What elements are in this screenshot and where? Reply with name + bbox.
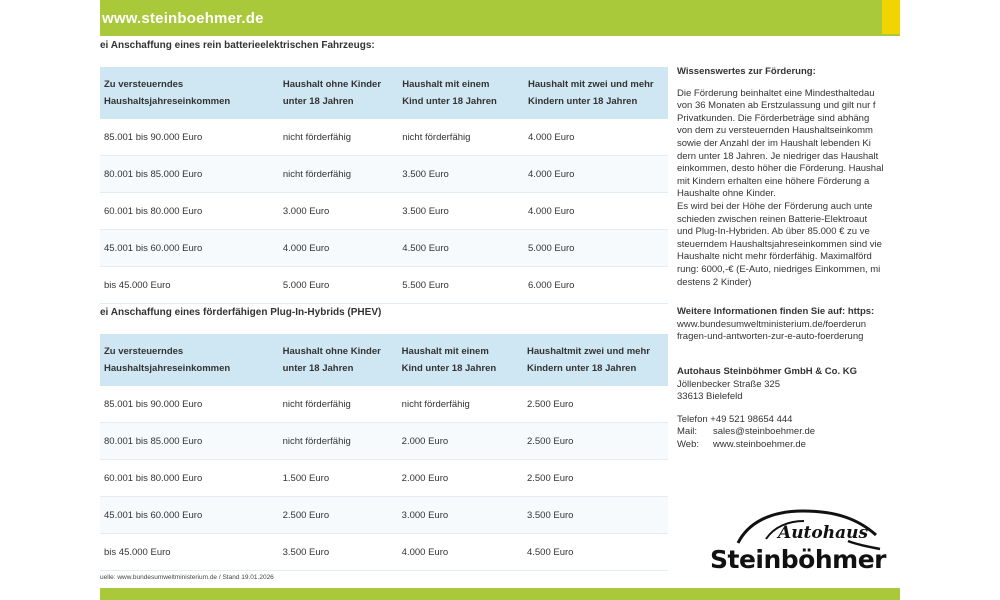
table1-title: ei Anschaffung eines rein batterieelektrischen Fahrzeugs:	[100, 40, 375, 51]
company-phone[interactable]: Telefon +49 521 98654 444	[677, 413, 793, 425]
company-block	[677, 366, 900, 452]
more-info-link[interactable]: fragen-und-antworten-zur-e-auto-foerderung	[677, 331, 864, 343]
table-row	[100, 267, 668, 304]
table2-title: ei Anschaffung eines förderfähigen Plug-In-Hybrids (PHEV)	[100, 307, 382, 318]
table-cell: 2.500 Euro	[523, 423, 668, 460]
table-cell: 45.001 bis 60.000 Euro	[100, 497, 279, 534]
table-cell: 4.000 Euro	[524, 193, 668, 230]
table-cell: 60.001 bis 80.000 Euro	[100, 193, 279, 230]
header-no-children: Haushalt ohne Kinder unter 18 Jahren	[279, 67, 398, 119]
table-cell: 3.000 Euro	[398, 497, 523, 534]
table-cell: nicht förderfähig	[398, 386, 523, 423]
table-cell: 80.001 bis 85.000 Euro	[100, 156, 279, 193]
header-income: Zu versteuerndes Haushaltsjahreseinkommen	[100, 67, 279, 119]
header-one-child: Haushalt mit einem Kind unter 18 Jahren	[398, 67, 524, 119]
info-line: Es wird bei der Höhe der Förderung auch unte	[677, 200, 873, 212]
table-cell: 2.500 Euro	[523, 386, 668, 423]
table-cell: 5.500 Euro	[398, 267, 524, 304]
table-cell: 4.000 Euro	[524, 156, 668, 193]
table-cell: 2.000 Euro	[398, 423, 523, 460]
table-cell: nicht förderfähig	[279, 423, 398, 460]
table-row	[100, 423, 668, 460]
info-line: dern unter 18 Jahren. Je niedriger das Haushalt	[677, 150, 879, 162]
table-row	[100, 193, 668, 230]
table-cell: bis 45.000 Euro	[100, 267, 279, 304]
info-line: Privatkunden. Die Förderbeträge sind abhäng	[677, 112, 870, 124]
info-line: von 36 Monaten ab Erstzulassung und gilt nur f	[677, 100, 876, 112]
table-row	[100, 534, 668, 571]
web-label: Web:	[677, 438, 700, 450]
info-line: Haushalte nicht mehr förderfähig. Maximalförd	[677, 251, 872, 263]
table-header-row	[100, 334, 668, 386]
info-heading: Wissenswertes zur Förderung:	[677, 66, 816, 77]
info-line: rung: 6000,-€ (E-Auto, niedriges Einkommen, mi	[677, 263, 881, 275]
table-cell: 2.500 Euro	[279, 497, 398, 534]
table-cell: 4.000 Euro	[279, 230, 398, 267]
info-line: einkommen, desto höher die Förderung. Haushal	[677, 163, 884, 175]
table-cell: nicht förderfähig	[279, 386, 398, 423]
table-cell: bis 45.000 Euro	[100, 534, 279, 571]
header-url[interactable]: www.steinboehmer.de	[102, 10, 264, 27]
header-no-children: Haushalt ohne Kinder unter 18 Jahren	[279, 334, 398, 386]
table-row	[100, 386, 668, 423]
table-cell: 1.500 Euro	[279, 460, 398, 497]
table-cell: 5.000 Euro	[524, 230, 668, 267]
company-mail-row	[677, 426, 900, 439]
info-line: und Plug-In-Hybriden. Ab über 85.000 € zu ve	[677, 226, 870, 238]
more-info-link[interactable]: www.bundesumweltministerium.de/foerderun	[677, 318, 867, 330]
footer-bar	[100, 588, 900, 600]
header-income: Zu versteuerndes Haushaltsjahreseinkommen	[100, 334, 279, 386]
table-row	[100, 156, 668, 193]
header-bar	[100, 0, 900, 36]
table-row	[100, 230, 668, 267]
company-logo	[708, 505, 888, 585]
company-street: Jöllenbecker Straße 325	[677, 378, 780, 390]
info-line: schieden zwischen reinen Batterie-Elektroaut	[677, 213, 868, 225]
table-row	[100, 497, 668, 534]
table-row	[100, 460, 668, 497]
table-header-row	[100, 67, 668, 119]
header-two-children: Haushaltmit zwei und mehr Kindern unter 18 Jahren	[523, 334, 668, 386]
company-city: 33613 Bielefeld	[677, 391, 743, 403]
info-line: sowie der Anzahl der im Haushalt lebenden Ki	[677, 137, 871, 149]
company-web-row	[677, 439, 900, 452]
table-cell: 3.500 Euro	[279, 534, 398, 571]
table-cell: 60.001 bis 80.000 Euro	[100, 460, 279, 497]
info-line: mit Kindern erhalten eine höhere Förderung a	[677, 175, 870, 187]
info-panel	[677, 66, 900, 289]
info-line: Die Förderung beinhaltet eine Mindesthaltedau	[677, 87, 875, 99]
table-cell: 6.000 Euro	[524, 267, 668, 304]
info-line: destens 2 Kinder)	[677, 276, 752, 288]
mail-link[interactable]: sales@steinboehmer.de	[713, 426, 816, 438]
source-note: uelle: www.bundesumweltministerium.de / Stand 19.01.2026	[100, 574, 274, 581]
table-cell: 2.500 Euro	[523, 460, 668, 497]
company-name: Autohaus Steinböhmer GmbH & Co. KG	[677, 366, 857, 377]
header-two-children: Haushalt mit zwei und mehr Kindern unter 18 Jahren	[524, 67, 668, 119]
table-cell: 2.000 Euro	[398, 460, 523, 497]
table-cell: nicht förderfähig	[398, 119, 524, 156]
table-cell: 5.000 Euro	[279, 267, 398, 304]
web-link[interactable]: www.steinboehmer.de	[713, 438, 806, 450]
header-one-child: Haushalt mit einem Kind unter 18 Jahren	[398, 334, 523, 386]
table-bev	[100, 67, 668, 304]
table-cell: 3.500 Euro	[523, 497, 668, 534]
table-cell: 85.001 bis 90.000 Euro	[100, 119, 279, 156]
info-line: steuerndem Haushaltsjahreseinkommen sind vie	[677, 238, 882, 250]
table-cell: 3.000 Euro	[279, 193, 398, 230]
table-cell: nicht förderfähig	[279, 156, 398, 193]
table-cell: 45.001 bis 60.000 Euro	[100, 230, 279, 267]
logo-steinboehmer: Steinböhmer	[710, 545, 886, 574]
table-cell: 3.500 Euro	[398, 193, 524, 230]
more-info	[677, 306, 900, 344]
mail-label: Mail:	[677, 426, 698, 438]
table-cell: 4.000 Euro	[524, 119, 668, 156]
table-cell: 4.000 Euro	[398, 534, 523, 571]
table-phev	[100, 334, 668, 571]
accent-strip	[882, 0, 900, 34]
table-row	[100, 119, 668, 156]
info-line: von dem zu versteuernden Haushaltseinkomm	[677, 125, 873, 137]
table-cell: 85.001 bis 90.000 Euro	[100, 386, 279, 423]
table-cell: 80.001 bis 85.000 Euro	[100, 423, 279, 460]
table-cell: nicht förderfähig	[279, 119, 398, 156]
logo-autohaus: Autohaus	[778, 523, 869, 543]
info-line: Haushalte ohne Kinder.	[677, 188, 776, 200]
table-cell: 3.500 Euro	[398, 156, 524, 193]
more-info-label: Weitere Informationen finden Sie auf: https:	[677, 306, 875, 317]
table-cell: 4.500 Euro	[523, 534, 668, 571]
table-cell: 4.500 Euro	[398, 230, 524, 267]
